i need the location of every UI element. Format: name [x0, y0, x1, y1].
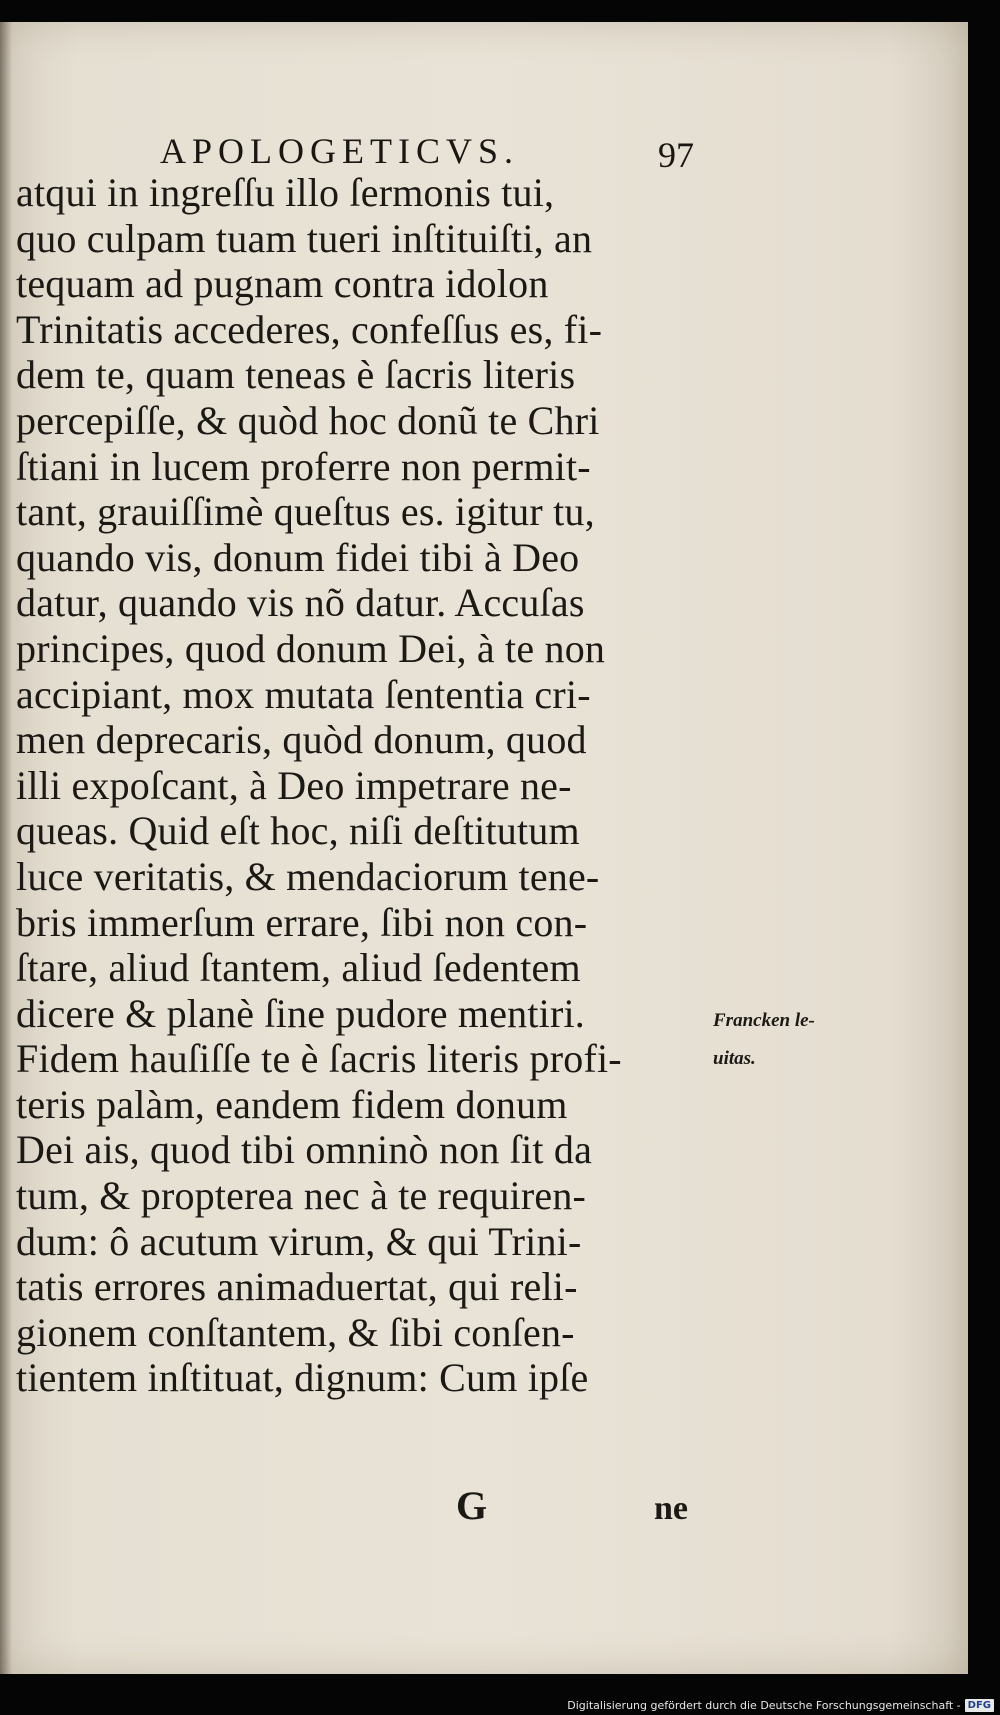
text-line: Dei ais, quod tibi omninò non ſit da [16, 1127, 593, 1173]
text-line: Trinitatis accederes, confeſſus es, fi- [16, 306, 603, 352]
running-head-title: APOLOGETICVS. [160, 131, 520, 171]
digitization-credit [567, 1697, 994, 1713]
text-line: quo culpam tuam tueri inſtituiſti, an [16, 215, 593, 261]
text-line: ſtiani in lucem proferre non permit- [16, 443, 591, 489]
text-line: illi expoſcant, à Deo impetrare ne- [16, 762, 572, 808]
page-number: 97 [658, 135, 694, 175]
book-page [0, 22, 968, 1674]
text-line: tientem inſtituat, dignum: Cum ipſe [16, 1355, 589, 1401]
text-line: dum: ô acutum virum, & qui Trini- [16, 1218, 582, 1264]
text-line: tum, & propterea nec à te requiren- [16, 1173, 587, 1219]
text-line: queas. Quid eſt hoc, niſi deſtitutum [16, 808, 580, 854]
text-line: bris immerſum errare, ſibi non con- [16, 899, 588, 945]
text-line: Fidem hauſiſſe te è ſacris literis profi- [16, 1036, 622, 1082]
margin-note-line: Francken le- [713, 1010, 815, 1031]
margin-note-line: uitas. [713, 1048, 756, 1069]
text-line: teris palàm, eandem fidem donum [16, 1081, 568, 1127]
text-line: datur, quando vis nõ datur. Accuſas [16, 580, 585, 626]
text-line: men deprecaris, quòd donum, quod [16, 717, 587, 763]
margin-note [713, 1002, 873, 1078]
text-line: accipiant, mox mutata ſententia cri- [16, 671, 591, 717]
text-line: principes, quod donum Dei, à te non [16, 625, 606, 671]
text-line: dem te, quam teneas è ſacris literis [16, 352, 576, 398]
text-line: percepiſſe, & quòd hoc donũ te Chri [16, 397, 600, 443]
text-line: gionem conſtantem, & ſibi conſen- [16, 1309, 575, 1355]
text-line: tequam ad pugnam contra idolon [16, 261, 549, 307]
text-line: tatis errores animaduertat, qui reli- [16, 1264, 578, 1310]
text-line: quando vis, donum fidei tibi à Deo [16, 534, 580, 580]
text-line: tant, grauiſſimè queſtus es. igitur tu, [16, 489, 595, 535]
credit-text: Digitalisierung gefördert durch die Deutsche Forschungsgemeinschaft - [567, 1698, 961, 1712]
text-line: ſtare, aliud ſtantem, aliud ſedentem [16, 945, 581, 991]
text-line: atqui in ingreſſu illo ſermonis tui, [16, 170, 555, 215]
text-line: dicere & planè ſine pudore mentiri. [16, 990, 586, 1036]
dfg-logo: DFG [965, 1699, 994, 1712]
catchword: ne [654, 1490, 688, 1527]
text-line: luce veritatis, & mendaciorum tene- [16, 853, 600, 899]
body-text [16, 170, 716, 1401]
running-head [0, 110, 968, 175]
signature-mark: G [456, 1483, 488, 1528]
